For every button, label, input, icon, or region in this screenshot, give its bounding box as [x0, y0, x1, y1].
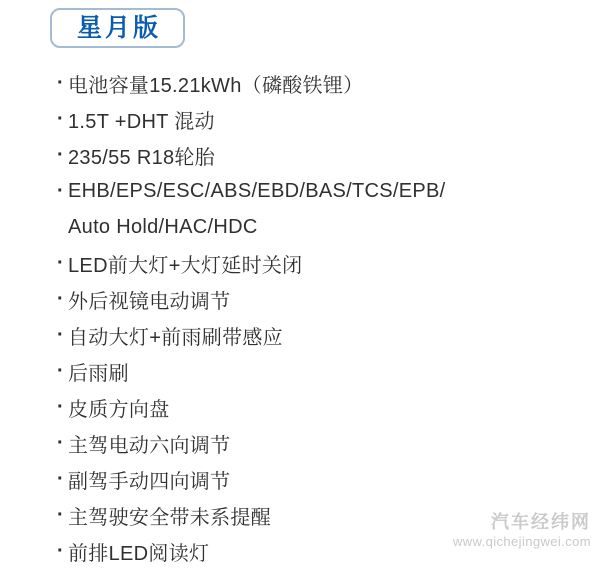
spec-item-text: 1.5T +DHT 混动: [68, 110, 215, 133]
spec-item: [57, 389, 577, 425]
spec-item-text: 235/55 R18轮胎: [68, 146, 216, 169]
spec-item: [57, 425, 577, 461]
spec-item-bullet: ·: [57, 179, 64, 202]
spec-item-bullet: ·: [57, 251, 64, 274]
spec-item-bullet: ·: [57, 467, 64, 490]
spec-item-text: Auto Hold/HAC/HDC: [68, 215, 258, 238]
spec-item-bullet: ·: [57, 71, 64, 94]
spec-item-bullet: ·: [57, 395, 64, 418]
spec-item-bullet: ·: [57, 287, 64, 310]
spec-item-text: 主驾驶安全带未系提醒: [68, 506, 271, 529]
spec-item-bullet: ·: [57, 503, 64, 526]
watermark-site-name: 汽车经纬网: [491, 512, 591, 533]
spec-item-text: 副驾手动四向调节: [68, 470, 231, 493]
spec-item-text: 后雨刷: [68, 362, 129, 385]
spec-item-text: 外后视镜电动调节: [68, 290, 231, 313]
spec-item-bullet: ·: [57, 431, 64, 454]
spec-item: [57, 137, 577, 173]
spec-item: [57, 461, 577, 497]
spec-item: [57, 317, 577, 353]
spec-item-bullet: ·: [57, 107, 64, 130]
spec-list: [57, 65, 577, 569]
spec-item: [57, 245, 577, 281]
trim-badge: [50, 8, 185, 48]
spec-item-text: EHB/EPS/ESC/ABS/EBD/BAS/TCS/EPB/: [68, 179, 446, 202]
spec-item: [57, 353, 577, 389]
spec-item-text: LED前大灯+大灯延时关闭: [68, 254, 303, 277]
trim-badge-label: 星月版: [76, 13, 161, 42]
spec-item-bullet: ·: [57, 143, 64, 166]
spec-item-text: 自动大灯+前雨刷带感应: [68, 326, 283, 349]
watermark-site-url: www.qichejingwei.com: [452, 533, 591, 549]
spec-item-text: 皮质方向盘: [68, 398, 170, 421]
watermark: [453, 512, 591, 549]
spec-item: [57, 281, 577, 317]
spec-item: [57, 65, 577, 101]
spec-item-text: 电池容量15.21kWh（磷酸铁锂）: [68, 74, 364, 97]
spec-item-bullet: ·: [57, 359, 64, 382]
spec-item: [57, 209, 577, 245]
spec-item: [57, 101, 577, 137]
spec-item: [57, 173, 577, 209]
spec-item-text: 前排LED阅读灯: [68, 542, 210, 565]
spec-item-text: 主驾电动六向调节: [68, 434, 231, 457]
spec-item-bullet: ·: [57, 323, 64, 346]
spec-item-bullet: ·: [57, 539, 64, 562]
